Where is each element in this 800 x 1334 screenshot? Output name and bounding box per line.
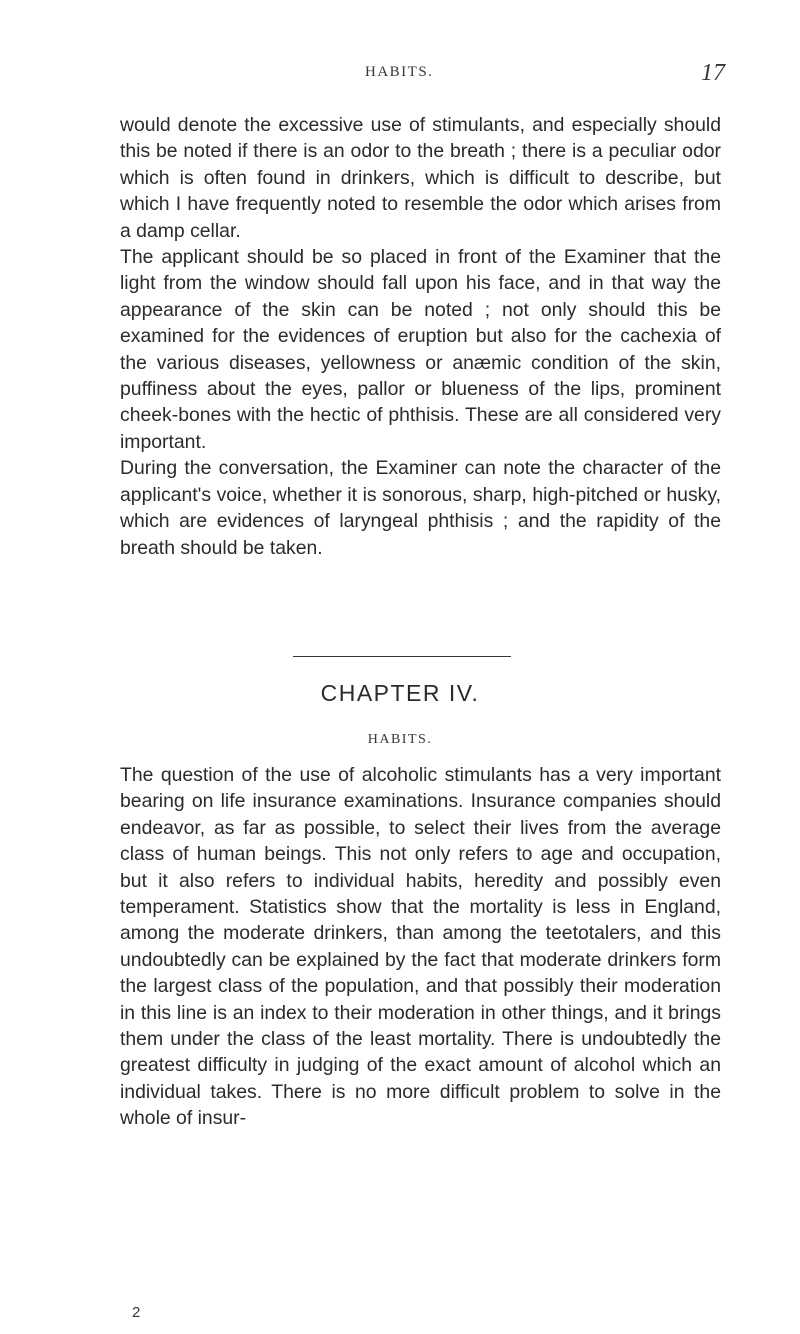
body-text-bottom [120,762,721,1132]
running-title: HABITS. [365,64,434,80]
body-text-top [120,112,721,561]
signature-mark: 2 [132,1304,141,1321]
paragraph: The applicant should be so placed in front of the Examiner that the light from the window should fall upon his face, and in that way the appearance of the skin can be noted ; not only should this be examined for the evidences of eruption but also for the cachexia of the various diseases, yellowness or anæmic condition of the skin, puffiness about the eyes, pallor or blueness of the lips, prominent cheek-bones with the hectic of phthisis. These are all considered very important. [120,246,721,453]
running-head [0,60,800,94]
section-divider [293,656,511,657]
paragraph: would denote the excessive use of stimulants, and especially should this be noted if there is an odor to the breath ; there is a peculiar odor which is often found in drinkers, which is difficult to describe, but which I have frequently noted to resemble the odor which arises from a damp cellar. [120,114,721,242]
paragraph: The question of the use of alcoholic stimulants has a very important bearing on life insurance examinations. Insurance companies should endeavor, as far as possible, to select their lives from the average class of human beings. This not only refers to age and occupation, but it also refers to individual habits, heredity and possibly even temperament. Statistics show that the mortality is less in England, among the moderate drinkers, than among the teetotalers, and this undoubtedly can be explained by the fact that moderate drinkers form the largest class of the population, and that possibly their moderation in this line is an index to their moderation in other things, and it brings them under the class of the least mortality. There is undoubtedly the greatest difficulty in judging of the exact amount of alcohol which an individual takes. There is no more difficult problem to solve in the whole of insur- [120,764,721,1130]
chapter-title: CHAPTER IV. [320,680,480,706]
chapter-subtitle: HABITS. [367,732,433,747]
page-number: 17 [701,60,725,86]
paragraph: During the conversation, the Examiner can note the character of the applicant's voice, whether it is sonorous, sharp, high-pitched or husky, which are evidences of laryngeal phthisis ; and the rapidity of the breath should be taken. [120,457,721,559]
